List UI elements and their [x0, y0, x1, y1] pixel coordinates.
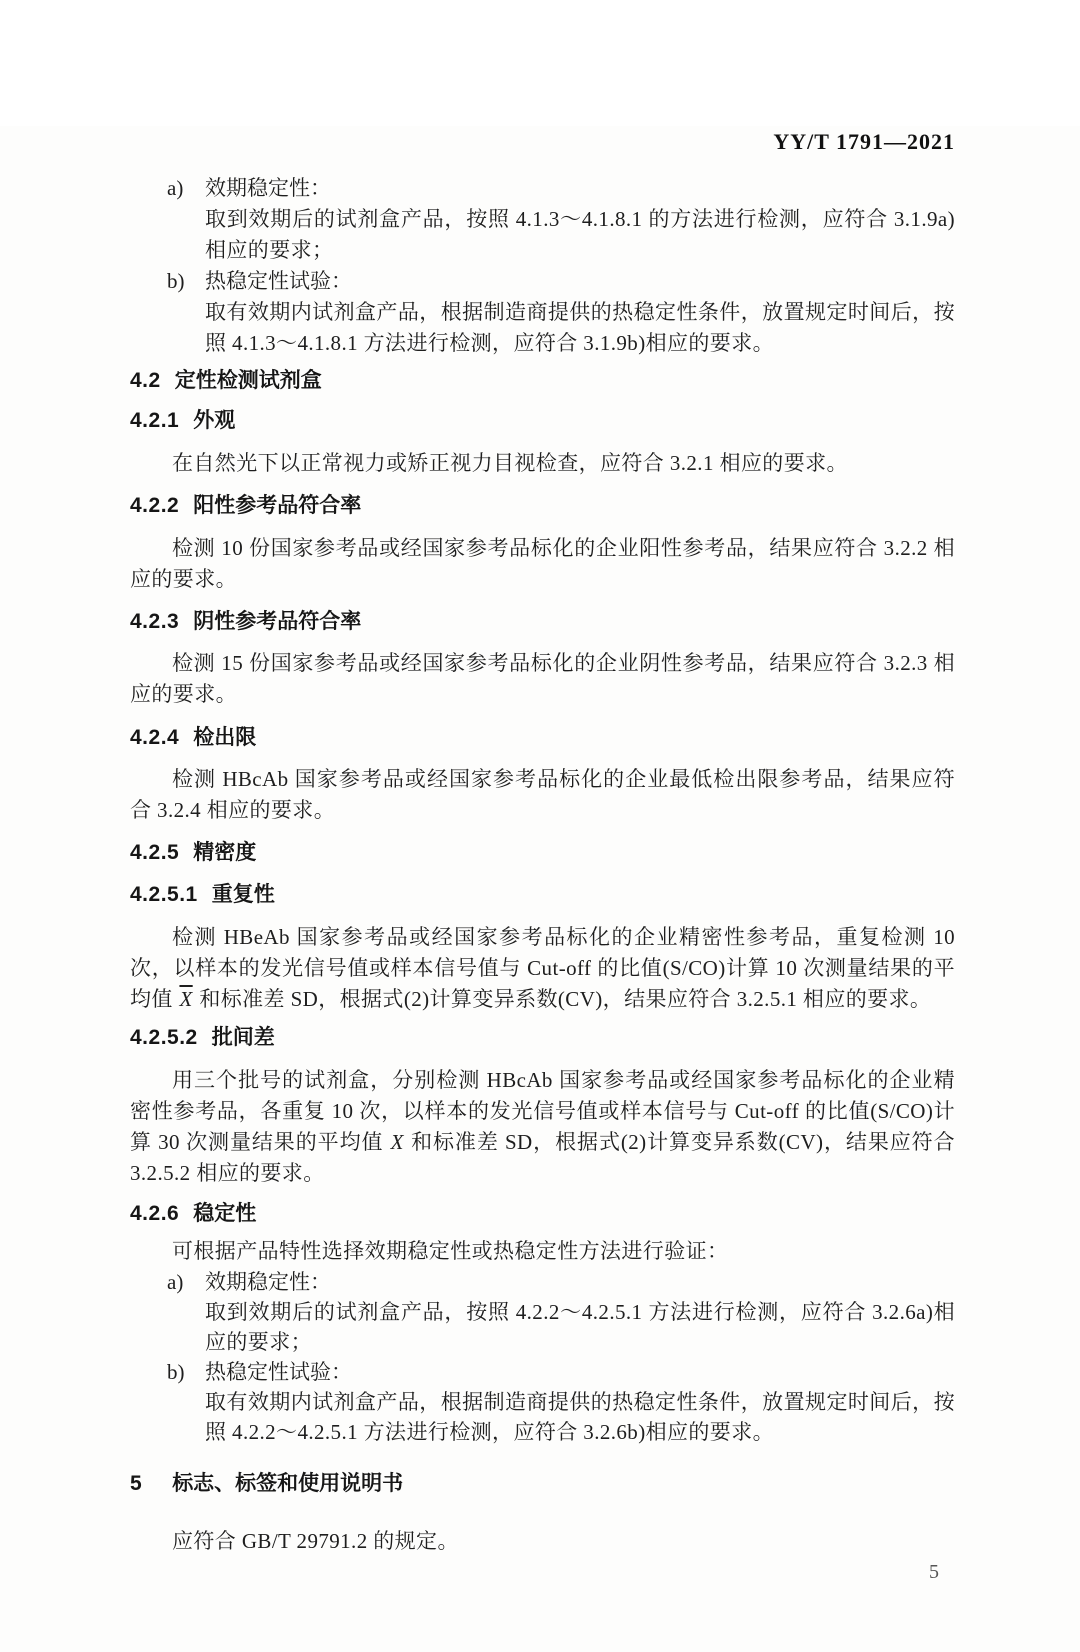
- section-title: 批间差: [211, 1026, 275, 1049]
- stability-list-4.2.6: [130, 1267, 955, 1447]
- mean-symbol-x: X: [390, 1130, 404, 1154]
- list-marker: a): [167, 1270, 184, 1294]
- section-number: 4.2: [130, 369, 161, 392]
- section-title: 标志、标签和使用说明书: [172, 1472, 404, 1495]
- section-number: 4.2.2: [130, 494, 180, 517]
- section-heading-4.2.5.2: [130, 1022, 955, 1053]
- section-number: 4.2.5.2: [130, 1026, 198, 1049]
- list-item-title: 效期稳定性：: [205, 176, 331, 200]
- paragraph-4.2.6-intro: 可根据产品特性选择效期稳定性或热稳定性方法进行验证：: [172, 1239, 729, 1263]
- paragraph-text-after: 和标准差 SD，根据式(2)计算变异系数(CV)，结果应符合 3.2.5.1 相应的要求。: [193, 987, 932, 1011]
- list-marker: a): [167, 176, 184, 200]
- document-page: [0, 126, 1080, 1652]
- section-number: 4.2.6: [130, 1202, 180, 1225]
- paragraph-4.2.5.1: [130, 922, 955, 1015]
- section-number: 4.2.5: [130, 841, 180, 864]
- list-item-body: 取到效期后的试剂盒产品，按照 4.1.3～4.1.8.1 的方法进行检测，应符合 3.1.9a)相应的要求；: [205, 207, 955, 262]
- page-number: 5: [929, 1561, 939, 1583]
- list-item-a: [130, 173, 955, 266]
- section-heading-4.2.6: [130, 1198, 955, 1229]
- list-item-a: [130, 1267, 955, 1357]
- section-heading-4.2.5: [130, 837, 955, 868]
- section-number: 4.2.5.1: [130, 883, 198, 906]
- paragraph-4.2.5.2: [130, 1065, 955, 1189]
- section-heading-4.2.4: [130, 722, 955, 753]
- section-title: 检出限: [193, 726, 257, 749]
- section-heading-4.2.2: [130, 490, 955, 521]
- section-heading-4.2.3: [130, 606, 955, 637]
- list-marker: b): [167, 1360, 185, 1384]
- section-number: 5: [130, 1472, 143, 1495]
- paragraph-5: 应符合 GB/T 29791.2 的规定。: [172, 1529, 459, 1553]
- paragraph-4.2.4: 检测 HBcAb 国家参考品或经国家参考品标化的企业最低检出限参考品，结果应符合 3.2.4 相应的要求。: [130, 767, 955, 822]
- section-number: 4.2.3: [130, 610, 180, 633]
- section-heading-4.2: [130, 365, 955, 396]
- paragraph-4.2.2: 检测 10 份国家参考品或经国家参考品标化的企业阳性参考品，结果应符合 3.2.2 相应的要求。: [130, 536, 955, 591]
- stability-list-4.1: [130, 173, 955, 359]
- paragraph-4.2.3: 检测 15 份国家参考品或经国家参考品标化的企业阴性参考品，结果应符合 3.2.3 相应的要求。: [130, 651, 955, 706]
- paragraph-text-before: 检测 HBeAb 国家参考品或经国家参考品标化的企业精密性参考品，重复检测 10 次，以样本的发光信号值或样本信号值与 Cut-off 的比值(S/CO)计算 10 次测量结果的平均值: [130, 925, 955, 1011]
- paragraph-text-before: 用三个批号的试剂盒，分别检测 HBcAb 国家参考品或经国家参考品标化的企业精密性参考品，各重复 10 次，以样本的发光信号值或样本信号与 Cut-off 的比值(S/CO)计算 30 次测量结果的平均值: [130, 1068, 955, 1154]
- section-title: 精密度: [193, 841, 257, 864]
- section-title: 定性检测试剂盒: [174, 369, 322, 392]
- section-heading-4.2.5.1: [130, 879, 955, 910]
- section-title: 外观: [193, 409, 236, 432]
- section-title: 阴性参考品符合率: [193, 610, 362, 633]
- doc-number-header: YY/T 1791—2021: [773, 129, 955, 154]
- paragraph-text-after: 和标准差 SD，根据式(2)计算变异系数(CV)，结果应符合 3.2.5.2 相应的要求。: [130, 1130, 956, 1185]
- list-item-title: 热稳定性试验：: [205, 1360, 352, 1384]
- mean-symbol-xbar: $\overline{X}$: [179, 987, 193, 1011]
- section-number: 4.2.4: [130, 726, 180, 749]
- list-item-title: 热稳定性试验：: [205, 269, 352, 293]
- list-item-b: [130, 1357, 955, 1447]
- section-title: 稳定性: [193, 1202, 257, 1225]
- list-marker: b): [167, 269, 185, 293]
- section-title: 重复性: [211, 883, 275, 906]
- section-number: 4.2.1: [130, 409, 180, 432]
- list-item-body: 取到效期后的试剂盒产品，按照 4.2.2～4.2.5.1 方法进行检测，应符合 3.2.6a)相应的要求；: [205, 1300, 955, 1354]
- section-heading-4.2.1: [130, 405, 955, 436]
- list-item-b: [130, 266, 955, 359]
- list-item-body: 取有效期内试剂盒产品，根据制造商提供的热稳定性条件，放置规定时间后，按照 4.1.3～4.1.8.1 方法进行检测，应符合 3.1.9b)相应的要求。: [205, 300, 955, 355]
- list-item-body: 取有效期内试剂盒产品，根据制造商提供的热稳定性条件，放置规定时间后，按照 4.2.2～4.2.5.1 方法进行检测，应符合 3.2.6b)相应的要求。: [205, 1390, 955, 1444]
- list-item-title: 效期稳定性：: [205, 1270, 331, 1294]
- section-title: 阳性参考品符合率: [193, 494, 362, 517]
- section-heading-5: [130, 1468, 955, 1499]
- paragraph-4.2.1: 在自然光下以正常视力或矫正视力目视检查，应符合 3.2.1 相应的要求。: [172, 451, 848, 475]
